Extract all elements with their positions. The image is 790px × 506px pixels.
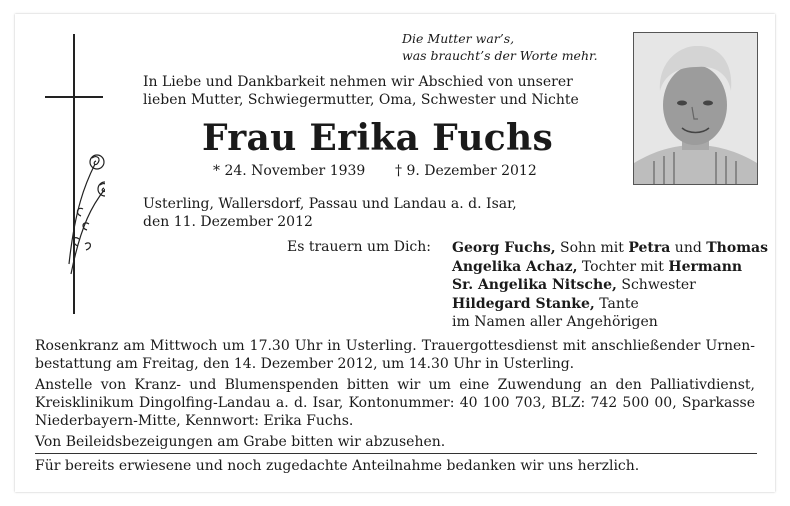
rosary-service-paragraph: Rosenkranz am Mittwoch um 17.30 Uhr in Usterling. Trauergottesdienst mit anschließender Urnen-bestattung am Freitag, den 14. Dezember 2012, um 14.30 Uhr in Usterling.: [35, 338, 755, 372]
service-details: [35, 337, 755, 454]
thanks-line: Für bereits erwiesene und noch zugedachte Anteilnahme bedanken wir uns herzlich.: [35, 458, 640, 474]
mourner-name: Hildegard Stanke,: [452, 295, 595, 312]
mourner-relation: und: [670, 240, 707, 256]
cross-with-roses-icon: [45, 34, 105, 314]
mourner-row: [452, 239, 768, 258]
mourner-row: im Namen aller Angehörigen: [452, 314, 658, 330]
condolence-paragraph: Von Beileidsbezeigungen am Grabe bitten wir abzusehen.: [35, 434, 446, 450]
mourner-name: Petra: [628, 240, 671, 256]
intro-line: lieben Mutter, Schwiegermutter, Oma, Schwester und Nichte: [143, 92, 579, 108]
date-line: den 11. Dezember 2012: [143, 214, 313, 230]
mourner-name: Angelika Achaz,: [452, 258, 578, 275]
divider: [35, 453, 757, 454]
mourners-label: Es trauern um Dich:: [287, 239, 431, 255]
mourner-name: Hermann: [668, 258, 743, 275]
mourner-row: [452, 276, 768, 295]
mourner-row: [452, 295, 768, 314]
mourner-name: Sr. Angelika Nitsche,: [452, 277, 617, 293]
mourner-relation: Tante: [594, 295, 639, 312]
intro-line: In Liebe und Dankbarkeit nehmen wir Abschied von unserer: [143, 74, 573, 90]
donation-paragraph: Anstelle von Kranz- und Blumenspenden bitten wir um eine Zuwendung an den Palliativdienst, Kreisklinikum Dingolfing-Landau a. d. Isar, Kontonummer: 40 100 703, BLZ: 742 500 00, Sparkasse Niederbayern-Mitte, Kennwort: Erika Fuchs.: [35, 377, 755, 429]
quote-line: Die Mutter war’s,: [402, 31, 515, 46]
quote-line: was braucht’s der Worte mehr.: [402, 48, 598, 63]
location-line: Usterling, Wallersdorf, Passau und Landau a. d. Isar,: [143, 196, 517, 212]
mourner-row: [452, 258, 768, 277]
mourners-list: [452, 239, 768, 332]
deceased-name: Frau Erika Fuchs: [202, 117, 554, 159]
portrait-photo: [633, 32, 758, 185]
quote: [402, 30, 598, 64]
mourner-relation: Sohn mit: [555, 240, 629, 256]
mourner-name: Thomas: [706, 240, 768, 256]
mourner-relation: Tochter mit: [577, 258, 669, 275]
death-date: † 9. Dezember 2012: [395, 163, 537, 179]
location-date: [143, 195, 517, 231]
intro-text: [143, 73, 613, 109]
mourner-name: Georg Fuchs,: [452, 240, 556, 256]
obituary-notice: [15, 14, 775, 492]
mourner-relation: Schwester: [616, 277, 696, 293]
birth-date: * 24. November 1939: [213, 163, 366, 179]
